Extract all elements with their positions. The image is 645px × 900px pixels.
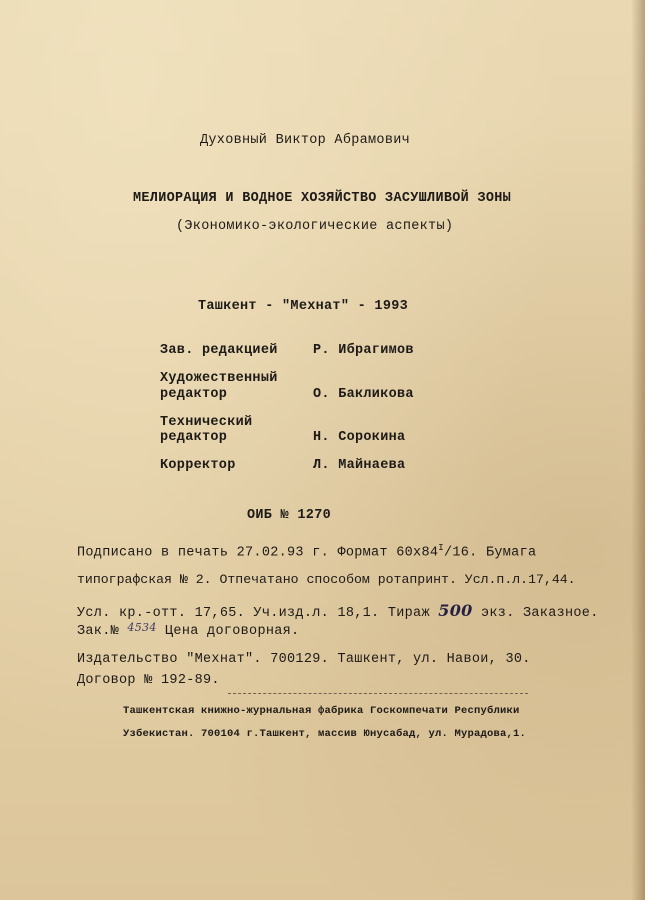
printer-line-1: Ташкентская книжно-журнальная фабрика Госкомпечати Республики xyxy=(123,705,520,717)
publisher-address: Издательство "Мехнат". 700129. Ташкент, ул. Навои, 30. xyxy=(77,652,531,667)
publisher-contract: Договор № 192-89. xyxy=(77,673,220,688)
page-spine-shadow xyxy=(631,0,645,900)
credit-editor-name: Р. Ибрагимов xyxy=(313,343,414,358)
credit-art-role: Художественный xyxy=(160,371,278,386)
credit-art-name: О. Бакликова xyxy=(313,387,414,402)
author-line: Духовный Виктор Абрамович xyxy=(200,133,411,148)
credit-tech-role-cont: редактор xyxy=(160,430,228,445)
book-subtitle: (Экономико-экологические аспекты) xyxy=(176,219,454,234)
credit-tech-name: Н. Сорокина xyxy=(313,430,406,445)
credit-proof-name: Л. Майнаева xyxy=(313,458,406,473)
details-line-1-end: /16. Бумага xyxy=(443,545,537,561)
order-number-handwritten: 4534 xyxy=(127,621,157,634)
details-line-3-text: Усл. кр.-отт. 17,65. Уч.изд.л. 18,1. Тираж xyxy=(77,606,430,621)
printer-line-2: Узбекистан. 700104 г.Ташкент, массив Юнусабад, ул. Мурадова,1. xyxy=(123,728,527,740)
details-line-1-text: Подписано в печать 27.02.93 г. Формат 60х84 xyxy=(77,545,439,561)
credit-tech-role: Технический xyxy=(160,415,253,430)
details-line-1 xyxy=(77,543,536,561)
details-line-4 xyxy=(77,621,300,639)
details-line-3-end: экз. Заказное. xyxy=(480,606,599,621)
details-line-2: типографская № 2. Отпечатано способом ротапринт. Усл.п.л.17,44. xyxy=(77,572,576,587)
credit-art-role-cont: редактор xyxy=(160,387,228,402)
book-title: МЕЛИОРАЦИЯ И ВОДНОЕ ХОЗЯЙСТВО ЗАСУШЛИВОЙ ЗОНЫ xyxy=(133,191,512,206)
oib-number: ОИБ № 1270 xyxy=(247,508,332,523)
divider-line xyxy=(228,693,528,694)
credit-editor-role: Зав. редакцией xyxy=(160,343,278,358)
format-superscript: I xyxy=(438,543,444,553)
details-line-3 xyxy=(77,601,599,621)
imprint-line: Ташкент - "Мехнат" - 1993 xyxy=(198,299,409,314)
credit-proof-role: Корректор xyxy=(160,458,236,473)
details-line-4-end: Цена договорная. xyxy=(165,624,300,639)
print-run-handwritten: 500 xyxy=(438,601,473,620)
details-line-4-text: Зак.№ xyxy=(77,624,120,639)
